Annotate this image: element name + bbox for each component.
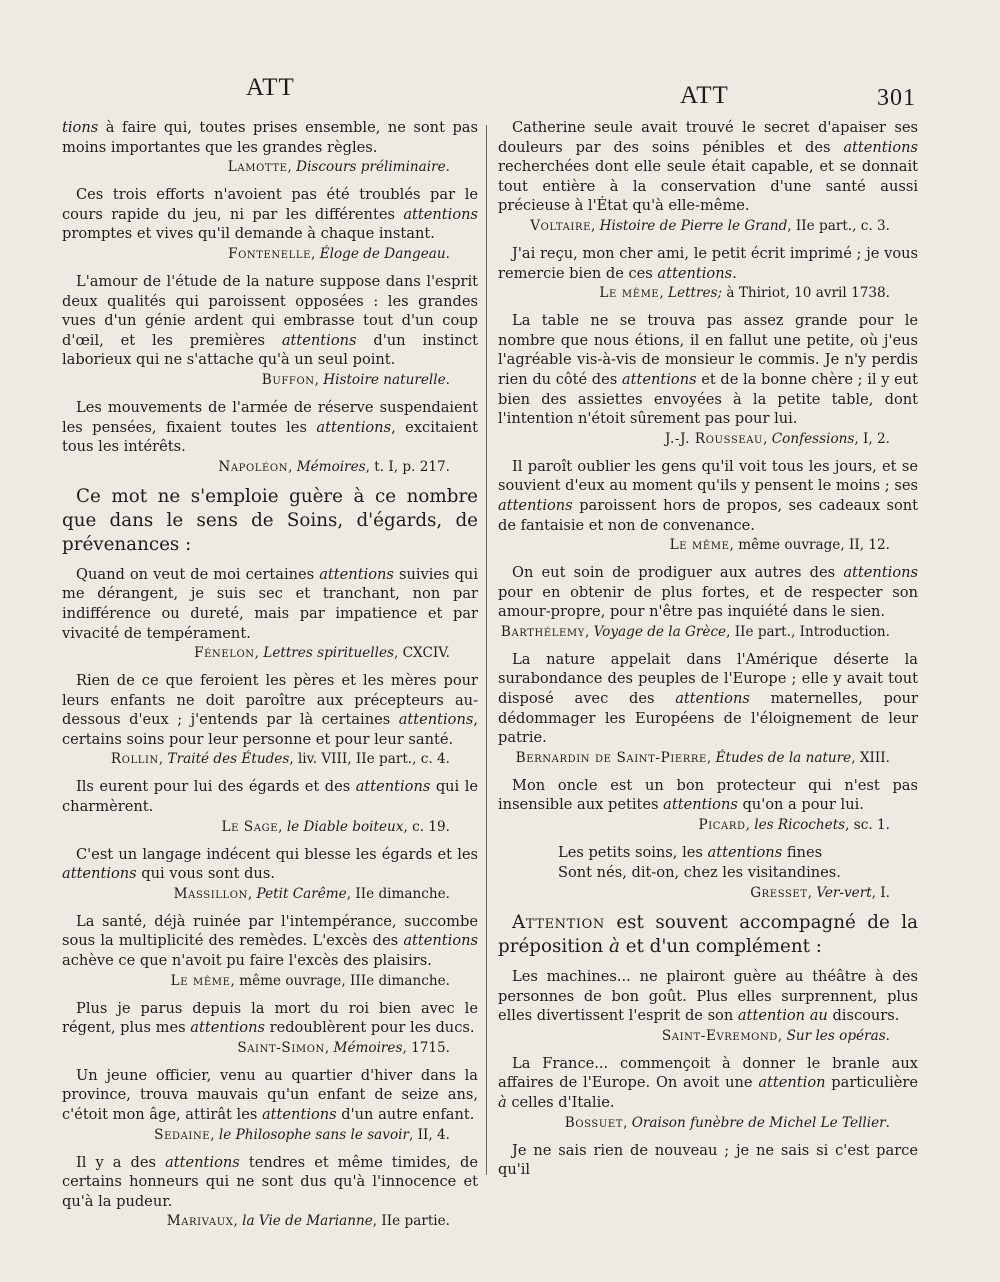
italic-text: Petit Carême [256, 885, 347, 902]
italic-text: attentions [498, 496, 573, 514]
italic-text: les Ricochets [754, 817, 846, 834]
citation-source [62, 644, 478, 663]
text-run: , IIe part., Introduction. [726, 623, 890, 640]
italic-text: Mémoires [296, 458, 366, 475]
text-run: , t. I, p. 217. [365, 458, 450, 475]
text-run: est souvent accompagné de la préposition [498, 912, 918, 958]
citation-source [498, 1114, 918, 1133]
author-name: Buffon [261, 371, 315, 388]
text-run: Plus je parus depuis la mort du roi bien avec le régent, plus mes [62, 999, 478, 1037]
citation-source [62, 245, 478, 264]
text-run: , [623, 1114, 632, 1131]
author-name: J.-J. Rousseau [664, 430, 764, 447]
text-run: , [210, 1126, 219, 1143]
running-head-right: ATT [680, 82, 729, 109]
text-run: recherchées dont elle seule était capable, et se donnait tout entière à la conservation d'une santé aussi précieuse à l'État qu'à elle-même. [498, 158, 918, 215]
verse-line [498, 863, 918, 883]
text-run: pour en obtenir de plus fortes, et de respecter son amour-propre, pour n'être pas inquiété dans le sien. [498, 583, 918, 621]
citation-source [62, 1126, 478, 1145]
citation-source [62, 1212, 478, 1231]
author-name: Fontenelle [228, 245, 312, 262]
text-run: . [445, 371, 450, 388]
text-run: . [445, 159, 450, 176]
author-name: Bernardin de Saint-Pierre [515, 749, 707, 766]
text-run: Ce mot ne s'emploie guère à ce nombre que dans le sens de Soins, d'égards, de prévenances : [62, 485, 478, 555]
text-run: à faire qui, toutes prises ensemble, ne sont pas moins importantes que les grandes règles. [62, 119, 478, 156]
citation-source [62, 371, 478, 390]
citation-source [498, 884, 918, 903]
text-run: La nature appelait dans l'Amérique déserte la surabondance des peuples de l'Europe ; elle y avait tout disposé avec des [498, 650, 918, 708]
citation-source [498, 284, 918, 303]
author-name: Marivaux [166, 1213, 234, 1230]
italic-text: Histoire naturelle [323, 371, 446, 388]
citation-text [62, 1066, 478, 1125]
citation-source [498, 816, 918, 835]
citation-source [498, 623, 918, 642]
text-run: Sont nés, dit-on, chez les visitandines. [558, 864, 841, 882]
italic-text: attentions [190, 1019, 265, 1037]
text-run: , [777, 1027, 787, 1044]
author-name: Le même [599, 285, 660, 302]
author-name: Le même [170, 972, 231, 989]
author-name: Bossuet [564, 1114, 624, 1131]
text-run: Les petits soins, les [558, 844, 708, 862]
text-run: , I. [871, 885, 890, 902]
text-run: Un jeune officier, venu au quartier d'hiver dans la province, trouva mauvais qu'un enfant de seize ans, c'étoit mon âge, attirât les [62, 1066, 478, 1123]
italic-text: attention [758, 1074, 826, 1092]
text-run: , IIe partie. [372, 1213, 450, 1230]
citation-text [62, 1153, 478, 1212]
italic-text: Sur les opéras [786, 1027, 886, 1044]
author-name: Massillon [173, 885, 248, 902]
italic-text: Histoire de Pierre le Grand [599, 217, 788, 234]
text-run: , liv. VIII, IIe part., c. 4. [289, 751, 450, 768]
italic-text: attentions [319, 565, 394, 583]
running-head-left: ATT [246, 74, 295, 101]
author-name: Rollin [110, 751, 159, 768]
citation-text [62, 118, 478, 157]
citation-source [62, 818, 478, 837]
author-name: Fénelon [194, 645, 255, 662]
text-run: , [659, 285, 668, 302]
italic-text: attentions [621, 370, 697, 388]
text-run: et d'un complément : [619, 936, 822, 958]
italic-text: Confessions [771, 430, 855, 447]
text-run: achève ce que n'avoit pu faire l'excès des plaisirs. [62, 952, 432, 970]
text-run: , [288, 458, 297, 475]
text-run: , XIII. [851, 749, 890, 766]
section-heading [62, 485, 478, 557]
citation-source [498, 430, 918, 449]
italic-text: à [608, 936, 620, 958]
author-name: Voltaire [530, 217, 591, 234]
italic-text: attentions [707, 844, 783, 862]
author-name: Saint-Simon [237, 1039, 325, 1056]
text-run: suivies qui me dérangent, je suis sec et tranchant, non par indifférence ou dureté, mais par impatience et par vivacité de tempérament. [62, 565, 478, 642]
author-name: Le Sage [221, 818, 279, 835]
citation-text [62, 272, 478, 370]
text-run: , [158, 751, 168, 768]
text-run: d'un autre enfant. [336, 1106, 475, 1123]
text-run: , même ouvrage, II, 12. [729, 537, 890, 554]
text-run: , [584, 623, 594, 640]
text-run: , 1715. [402, 1039, 450, 1056]
text-run: fines [782, 844, 823, 862]
italic-text: à [498, 1094, 507, 1111]
citation-source [498, 749, 918, 768]
citation-text [498, 457, 918, 535]
author-name: Picard [698, 817, 746, 834]
text-run: Mon oncle est un bon protecteur qui n'est pas insensible aux petites [498, 776, 918, 814]
italic-text: Ver-vert [816, 885, 872, 902]
italic-text: attentions [663, 796, 738, 814]
italic-text: Mémoires [333, 1039, 403, 1056]
text-run: La santé, déjà ruinée par l'intempérance, succombe sous la multiplicité des remèdes. L'excès des [62, 912, 478, 950]
text-run: Les machines... ne plairont guère au théâtre à des personnes de bon goût. Plus elles surprennent, plus elles divertissent l'esprit de son [498, 968, 918, 1025]
text-run: L'amour de l'étude de la nature suppose dans l'esprit deux qualités qui paroissent opposées : les grandes vues d'un génie ardent qui embrasse tout d'un coup d'œil, et les premières [62, 272, 478, 349]
citation-text [62, 185, 478, 244]
text-run: Il y a des [76, 1153, 166, 1171]
text-run: , IIe dimanche. [346, 885, 450, 902]
text-run: , [233, 1213, 243, 1230]
citation-text [62, 999, 478, 1038]
italic-text: attentions [843, 564, 918, 582]
text-run: La table ne se trouva pas assez grande pour le nombre que nous étions, il en fallut une petite, où j'eus l'agréable vis-à-vis de monsieur le commis. Je n'y perdis rien du côté des [498, 312, 918, 388]
italic-text: attentions [281, 331, 357, 349]
citation-source [62, 458, 478, 477]
text-run: discours. [827, 1007, 900, 1025]
italic-text: attentions [261, 1106, 337, 1123]
text-run: Les mouvements de l'armée de réserve suspendaient les pensées, fixaient toutes les [62, 398, 478, 436]
citation-source [62, 885, 478, 904]
italic-text: attentions [62, 865, 137, 883]
text-run: , c. 19. [403, 818, 450, 835]
italic-text: Lettres spirituelles [263, 645, 394, 662]
text-run: , [278, 818, 287, 835]
citation-text [62, 671, 478, 749]
text-run: , [324, 1039, 334, 1056]
text-run: d'un instinct laborieux qui ne s'attache qu'à un seul point. [62, 331, 478, 369]
text-run: . [885, 1027, 890, 1044]
author-name: Napoléon [218, 458, 289, 475]
citation-text [498, 311, 918, 429]
italic-text: attentions [657, 264, 733, 282]
text-run: , certains soins pour leur personne et pour leur santé. [62, 711, 478, 748]
text-run: Ils eurent pour lui des égards et des [76, 778, 356, 796]
text-run: , IIe part., c. 3. [787, 217, 890, 234]
text-run: Rien de ce que feroient les pères et les mères pour leurs enfants ne doit paroître aux précepteurs au-dessous d'eux ; j'entends par là certaines [62, 672, 478, 729]
citation-text [62, 565, 478, 643]
citation-text [498, 776, 918, 815]
citation-text [498, 118, 918, 216]
text-run: et de la bonne chère ; il y eut bien des assiettes envoyées à la petite table, dont l'intention n'étoit sûrement pas pour lui. [498, 370, 918, 428]
citation-source [498, 536, 918, 555]
text-run: tendres et même timides, de certains honneurs qui ne sont dus qu'à l'innocence et qu'à la pudeur. [62, 1153, 478, 1210]
text-run: . [885, 1114, 890, 1131]
author-name: Barthélemy [500, 623, 585, 640]
text-run: . [445, 245, 450, 262]
text-run: , CXCIV. [393, 645, 450, 662]
citation-source [62, 972, 478, 991]
citation-text [62, 845, 478, 884]
text-run: , I, 2. [854, 430, 890, 447]
section-heading [498, 911, 918, 959]
author-name: Gresset [750, 885, 808, 902]
italic-text: tions [62, 119, 99, 136]
text-run: , [311, 245, 320, 262]
italic-text: attentions [403, 205, 478, 223]
text-run: , [254, 645, 264, 662]
author-name: Le même [669, 537, 730, 554]
italic-text: attention au [737, 1007, 828, 1025]
citation-text [498, 1141, 918, 1180]
italic-text: attentions [403, 932, 478, 950]
citation-source [62, 1039, 478, 1058]
citation-text [62, 777, 478, 816]
italic-text: Éloge de Dangeau [319, 245, 446, 262]
column-divider [486, 125, 487, 1175]
text-run: qui vous sont dus. [136, 865, 275, 883]
text-run: qui le charmèrent. [62, 778, 478, 816]
italic-text: attentions [843, 138, 918, 156]
text-run: , [287, 159, 297, 176]
text-run: , [590, 217, 600, 234]
citation-text [62, 398, 478, 457]
right-column [498, 118, 918, 1180]
italic-text: la Vie de Marianne [242, 1213, 373, 1230]
text-run: , II, 4. [409, 1126, 450, 1143]
italic-text: Lettres; [668, 285, 723, 302]
text-run: Catherine seule avait trouvé le secret d'apaiser ses douleurs par des soins pénibles et des [498, 119, 918, 156]
text-run: qu'on a pour lui. [737, 796, 864, 814]
italic-text: attentions [165, 1153, 240, 1171]
text-run: , [706, 749, 716, 766]
text-run: Ces trois efforts n'avoient pas été troublés par le cours rapide du jeu, ni par les différentes [62, 186, 478, 223]
italic-text: le Philosophe sans le savoir [218, 1126, 409, 1143]
author-name: Lamotte [227, 159, 288, 176]
text-run: On eut soin de prodiguer aux autres des [512, 564, 844, 582]
italic-text: le Diable boiteux [286, 818, 404, 835]
text-run: J'ai reçu, mon cher ami, le petit écrit imprimé ; je vous remercie bien de ces [498, 244, 918, 282]
text-run: redoublèrent pour les ducs. [264, 1019, 475, 1037]
citation-source [498, 1027, 918, 1046]
text-run: paroissent hors de propos, ses cadeaux sont de fantaisie et non de convenance. [498, 496, 918, 534]
citation-source [62, 158, 478, 177]
page-number: 301 [877, 85, 916, 111]
author-name: Sedaine [154, 1126, 211, 1143]
text-run: . [732, 264, 737, 282]
text-run: , [807, 885, 817, 902]
italic-text: Voyage de la Grèce [593, 623, 727, 640]
text-run: , sc. 1. [845, 817, 890, 834]
text-run: , excitaient tous les intérêts. [62, 418, 478, 456]
text-run: Je ne sais rien de nouveau ; je ne sais si c'est parce qu'il [498, 1141, 918, 1179]
text-run: , [247, 885, 257, 902]
text-run: , [745, 817, 755, 834]
text-run: La France... commençoit à donner le branle aux affaires de l'Europe. On avoit une [498, 1054, 918, 1092]
author-name: Saint-Evremond [661, 1027, 778, 1044]
italic-text: attentions [316, 418, 392, 436]
text-run: , [763, 430, 772, 447]
italic-text: attentions [355, 778, 431, 796]
italic-text: Discours préliminaire [296, 159, 446, 176]
citation-source [62, 750, 478, 769]
italic-text: Études de la nature [715, 749, 852, 766]
italic-text: attentions [675, 690, 750, 708]
text-run: particulière [825, 1074, 918, 1092]
citation-text [498, 1054, 918, 1113]
italic-text: Oraison funèbre de Michel Le Tellier [631, 1114, 886, 1131]
text-run: Il paroît oublier les gens qu'il voit tous les jours, et se souvient d'eux au moment qu'ils y pensent le moins ; ses [498, 457, 918, 495]
citation-text [498, 967, 918, 1026]
author-name: Attention [512, 912, 605, 934]
text-run: , même ouvrage, IIIe dimanche. [230, 972, 450, 989]
verse-line [498, 843, 918, 863]
text-run: maternelles, pour dédommager les Européens de l'éloignement de leur patrie. [498, 690, 918, 747]
left-column [62, 118, 478, 1239]
italic-text: attentions [398, 711, 474, 729]
citation-text [62, 912, 478, 971]
text-run: promptes et vives qu'il demande à chaque instant. [62, 225, 435, 243]
italic-text: Traité des Études [167, 751, 290, 768]
text-run: à Thiriot, 10 avril 1738. [722, 285, 890, 302]
text-run: C'est un langage indécent qui blesse les égards et les [76, 845, 478, 863]
citation-text [498, 244, 918, 283]
text-run: , [314, 371, 324, 388]
text-run: Quand on veut de moi certaines [76, 565, 320, 583]
citation-source [498, 217, 918, 236]
citation-text [498, 650, 918, 748]
citation-text [498, 563, 918, 622]
text-run: celles d'Italie. [506, 1094, 615, 1111]
